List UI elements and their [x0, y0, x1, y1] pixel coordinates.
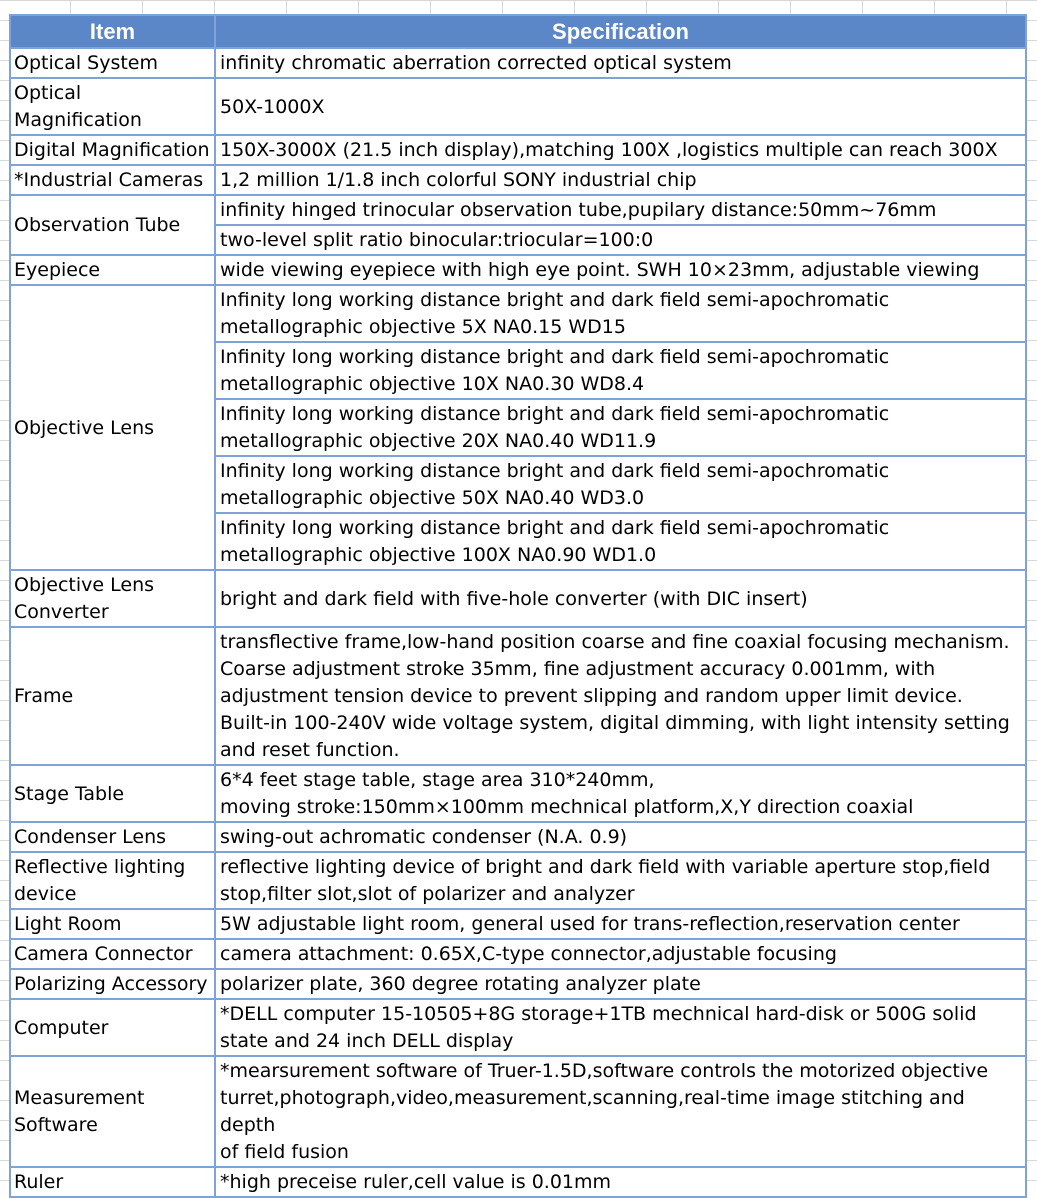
spec-cell-objective-lens-2[interactable]: Infinity long working distance bright and dark field semi-apochromatic metallographic objective 10X NA0.30 WD8.4: [215, 342, 1026, 399]
header-specification[interactable]: Specification: [215, 15, 1026, 48]
table-row-condenser-lens: [10, 822, 1026, 852]
table-row-optical-system: [10, 48, 1026, 78]
item-cell-frame[interactable]: Frame: [10, 627, 215, 765]
specification-table: [9, 14, 1027, 1198]
item-cell-stage-table[interactable]: Stage Table: [10, 765, 215, 822]
table-row-digital-magnification: [10, 135, 1026, 165]
item-cell-optical-magnification[interactable]: Optical Magnification: [10, 78, 215, 135]
table-row-optical-magnification: [10, 78, 1026, 135]
spec-cell-frame[interactable]: transflective frame,low-hand position coarse and fine coaxial focusing mechanism. Coarse adjustment stroke 35mm, fine adjustment accuracy 0.001mm, with adjustment tension device to prevent slipping and random upper limit device. Built-in 100-240V wide voltage system, digital dimming, with light intensity setting and reset function.: [215, 627, 1026, 765]
spec-cell-stage-table[interactable]: 6*4 feet stage table, stage area 310*240mm, moving stroke:150mm×100mm mechnical platform,X,Y direction coaxial: [215, 765, 1026, 822]
table-row-frame: [10, 627, 1026, 765]
spec-cell-observation-tube-2[interactable]: two-level split ratio binocular:triocular=100:0: [215, 225, 1026, 255]
item-cell-optical-system[interactable]: Optical System: [10, 48, 215, 78]
spec-cell-condenser-lens[interactable]: swing-out achromatic condenser (N.A. 0.9): [215, 822, 1026, 852]
item-cell-condenser-lens[interactable]: Condenser Lens: [10, 822, 215, 852]
spec-cell-objective-lens-3[interactable]: Infinity long working distance bright and dark field semi-apochromatic metallographic objective 20X NA0.40 WD11.9: [215, 399, 1026, 456]
table-row-stage-table: [10, 765, 1026, 822]
table-row-measurement-software: [10, 1056, 1026, 1167]
table-row-reflective-lighting-device: [10, 852, 1026, 909]
item-cell-polarizing-accessory[interactable]: Polarizing Accessory: [10, 969, 215, 999]
spec-cell-optical-system[interactable]: infinity chromatic aberration corrected optical system: [215, 48, 1026, 78]
item-cell-industrial-cameras[interactable]: *Industrial Cameras: [10, 165, 215, 195]
table-row-objective-lens-converter: [10, 570, 1026, 627]
spec-cell-eyepiece[interactable]: wide viewing eyepiece with high eye point. SWH 10×23mm, adjustable viewing: [215, 255, 1026, 285]
spec-cell-industrial-cameras[interactable]: 1,2 million 1/1.8 inch colorful SONY industrial chip: [215, 165, 1026, 195]
item-cell-camera-connector[interactable]: Camera Connector: [10, 939, 215, 969]
table-row-industrial-cameras: [10, 165, 1026, 195]
spec-cell-objective-lens-converter[interactable]: bright and dark field with five-hole converter (with DIC insert): [215, 570, 1026, 627]
item-cell-measurement-software[interactable]: Measurement Software: [10, 1056, 215, 1167]
spec-cell-ruler[interactable]: *high preceise ruler,cell value is 0.01mm: [215, 1167, 1026, 1197]
spec-cell-reflective-lighting-device[interactable]: reflective lighting device of bright and dark field with variable aperture stop,field stop,filter slot,slot of polarizer and analyzer: [215, 852, 1026, 909]
item-cell-objective-lens-converter[interactable]: Objective Lens Converter: [10, 570, 215, 627]
table-body: [10, 48, 1026, 1197]
spec-cell-polarizing-accessory[interactable]: polarizer plate, 360 degree rotating analyzer plate: [215, 969, 1026, 999]
table-row-observation-tube-1: [10, 195, 1026, 225]
spec-cell-light-room[interactable]: 5W adjustable light room, general used for trans-reflection,reservation center: [215, 909, 1026, 939]
table-row-ruler: [10, 1167, 1026, 1197]
table-row-polarizing-accessory: [10, 969, 1026, 999]
table-row-eyepiece: [10, 255, 1026, 285]
table-row-light-room: [10, 909, 1026, 939]
item-cell-eyepiece[interactable]: Eyepiece: [10, 255, 215, 285]
table-header: [10, 15, 1026, 48]
spec-cell-digital-magnification[interactable]: 150X-3000X (21.5 inch display),matching 100X ,logistics multiple can reach 300X: [215, 135, 1026, 165]
spec-cell-camera-connector[interactable]: camera attachment: 0.65X,C-type connector,adjustable focusing: [215, 939, 1026, 969]
header-row: [10, 15, 1026, 48]
item-cell-objective-lens[interactable]: Objective Lens: [10, 285, 215, 570]
item-cell-reflective-lighting-device[interactable]: Reflective lighting device: [10, 852, 215, 909]
spec-cell-computer[interactable]: *DELL computer 15-10505+8G storage+1TB mechnical hard-disk or 500G solid state and 24 inch DELL display: [215, 999, 1026, 1056]
table-row-computer: [10, 999, 1026, 1056]
table-row-camera-connector: [10, 939, 1026, 969]
spec-cell-objective-lens-1[interactable]: Infinity long working distance bright and dark field semi-apochromatic metallographic objective 5X NA0.15 WD15: [215, 285, 1026, 342]
item-cell-ruler[interactable]: Ruler: [10, 1167, 215, 1197]
item-cell-light-room[interactable]: Light Room: [10, 909, 215, 939]
spec-cell-optical-magnification[interactable]: 50X-1000X: [215, 78, 1026, 135]
header-item[interactable]: Item: [10, 15, 215, 48]
item-cell-observation-tube[interactable]: Observation Tube: [10, 195, 215, 255]
item-cell-computer[interactable]: Computer: [10, 999, 215, 1056]
spec-cell-objective-lens-4[interactable]: Infinity long working distance bright and dark field semi-apochromatic metallographic objective 50X NA0.40 WD3.0: [215, 456, 1026, 513]
spec-cell-objective-lens-5[interactable]: Infinity long working distance bright and dark field semi-apochromatic metallographic objective 100X NA0.90 WD1.0: [215, 513, 1026, 570]
spec-cell-observation-tube-1[interactable]: infinity hinged trinocular observation tube,pupilary distance:50mm~76mm: [215, 195, 1026, 225]
spec-cell-measurement-software[interactable]: *mearsurement software of Truer-1.5D,software controls the motorized objective turret,photograph,video,measurement,scanning,real-time image stitching and depth of field fusion: [215, 1056, 1026, 1167]
item-cell-digital-magnification[interactable]: Digital Magnification: [10, 135, 215, 165]
table-row-objective-lens-1: [10, 285, 1026, 342]
